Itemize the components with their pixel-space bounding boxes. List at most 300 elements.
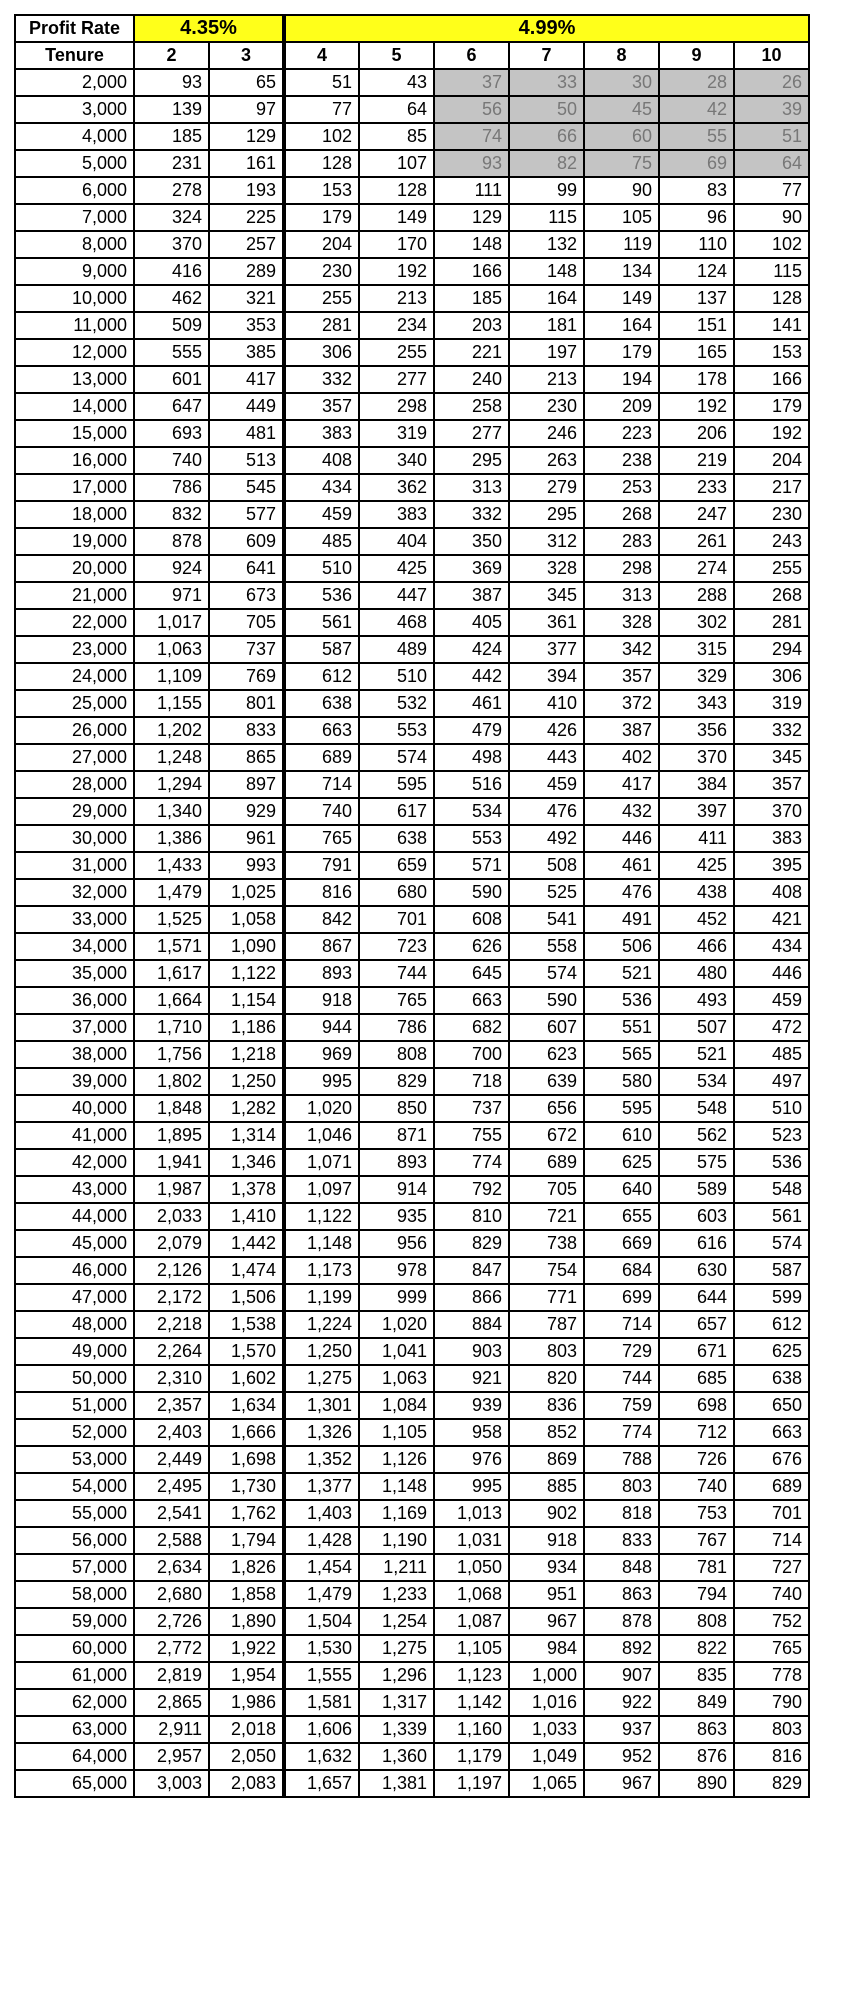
table-row: [15, 1230, 809, 1257]
amount-cell: 15,000: [15, 420, 134, 447]
installment-cell: 274: [659, 555, 734, 582]
table-row: [15, 1419, 809, 1446]
installment-cell: 2,403: [134, 1419, 209, 1446]
installment-cell: 185: [434, 285, 509, 312]
installment-cell: 553: [359, 717, 434, 744]
tenure-header-cell: 7: [509, 42, 584, 69]
installment-cell: 356: [659, 717, 734, 744]
installment-cell: 1,954: [209, 1662, 284, 1689]
installment-cell: 129: [209, 123, 284, 150]
installment-cell: 498: [434, 744, 509, 771]
amount-cell: 10,000: [15, 285, 134, 312]
installment-cell: 1,218: [209, 1041, 284, 1068]
amount-cell: 48,000: [15, 1311, 134, 1338]
installment-cell: 863: [659, 1716, 734, 1743]
installment-cell: 402: [584, 744, 659, 771]
installment-cell: 3,003: [134, 1770, 209, 1797]
installment-cell: 313: [434, 474, 509, 501]
installment-cell: 820: [509, 1365, 584, 1392]
installment-cell: 978: [359, 1257, 434, 1284]
installment-cell: 278: [134, 177, 209, 204]
installment-cell: 878: [134, 528, 209, 555]
tenure-label: Tenure: [15, 42, 134, 69]
installment-cell: 411: [659, 825, 734, 852]
installment-cell: 164: [584, 312, 659, 339]
installment-cell: 387: [584, 717, 659, 744]
installment-cell: 863: [584, 1581, 659, 1608]
installment-cell: 485: [284, 528, 359, 555]
installment-cell: 1,381: [359, 1770, 434, 1797]
installment-cell: 774: [434, 1149, 509, 1176]
installment-cell: 1,352: [284, 1446, 359, 1473]
installment-cell: 192: [359, 258, 434, 285]
installment-cell: 1,339: [359, 1716, 434, 1743]
installment-cell: 434: [284, 474, 359, 501]
table-row: [15, 1014, 809, 1041]
installment-cell: 119: [584, 231, 659, 258]
tenure-header-cell: 6: [434, 42, 509, 69]
installment-cell: 778: [734, 1662, 809, 1689]
installment-cell: 849: [659, 1689, 734, 1716]
amount-cell: 27,000: [15, 744, 134, 771]
table-row: [15, 339, 809, 366]
installment-cell: 306: [734, 663, 809, 690]
installment-cell: 510: [359, 663, 434, 690]
installment-cell: 676: [734, 1446, 809, 1473]
installment-cell: 417: [584, 771, 659, 798]
installment-cell: 803: [734, 1716, 809, 1743]
amount-cell: 50,000: [15, 1365, 134, 1392]
installment-cell: 1,987: [134, 1176, 209, 1203]
amount-cell: 3,000: [15, 96, 134, 123]
installment-cell: 865: [209, 744, 284, 771]
table-row: [15, 123, 809, 150]
installment-cell: 765: [284, 825, 359, 852]
installment-cell: 788: [584, 1446, 659, 1473]
installment-cell: 698: [659, 1392, 734, 1419]
installment-cell: 51: [284, 69, 359, 96]
installment-cell: 1,169: [359, 1500, 434, 1527]
installment-cell: 848: [584, 1554, 659, 1581]
installment-cell: 595: [584, 1095, 659, 1122]
installment-cell: 85: [359, 123, 434, 150]
installment-cell: 340: [359, 447, 434, 474]
amount-cell: 7,000: [15, 204, 134, 231]
installment-cell: 277: [359, 366, 434, 393]
installment-cell: 255: [734, 555, 809, 582]
installment-cell: 574: [359, 744, 434, 771]
amount-cell: 51,000: [15, 1392, 134, 1419]
installment-cell: 1,301: [284, 1392, 359, 1419]
amount-cell: 43,000: [15, 1176, 134, 1203]
installment-cell: 240: [434, 366, 509, 393]
installment-cell: 217: [734, 474, 809, 501]
installment-cell: 476: [509, 798, 584, 825]
installment-cell: 2,172: [134, 1284, 209, 1311]
installment-cell: 534: [659, 1068, 734, 1095]
installment-cell: 64: [359, 96, 434, 123]
table-row: [15, 1662, 809, 1689]
table-row: [15, 852, 809, 879]
table-row: [15, 1068, 809, 1095]
installment-cell: 432: [584, 798, 659, 825]
installment-cell: 1,762: [209, 1500, 284, 1527]
installment-cell: 897: [209, 771, 284, 798]
installment-cell: 149: [584, 285, 659, 312]
installment-cell: 878: [584, 1608, 659, 1635]
installment-cell: 124: [659, 258, 734, 285]
installment-cell: 737: [209, 636, 284, 663]
installment-cell: 1,033: [509, 1716, 584, 1743]
installment-cell: 491: [584, 906, 659, 933]
installment-cell: 616: [659, 1230, 734, 1257]
table-row: [15, 366, 809, 393]
installment-cell: 555: [134, 339, 209, 366]
installment-cell: 608: [434, 906, 509, 933]
installment-cell: 295: [434, 447, 509, 474]
installment-cell: 97: [209, 96, 284, 123]
installment-cell: 446: [734, 960, 809, 987]
amount-cell: 56,000: [15, 1527, 134, 1554]
installment-cell: 421: [734, 906, 809, 933]
installment-cell: 794: [659, 1581, 734, 1608]
installment-cell: 132: [509, 231, 584, 258]
installment-cell: 410: [509, 690, 584, 717]
table-row: [15, 663, 809, 690]
installment-cell: 1,254: [359, 1608, 434, 1635]
installment-cell: 1,794: [209, 1527, 284, 1554]
amount-cell: 16,000: [15, 447, 134, 474]
installment-cell: 663: [284, 717, 359, 744]
installment-cell: 771: [509, 1284, 584, 1311]
installment-cell: 867: [284, 933, 359, 960]
amount-cell: 31,000: [15, 852, 134, 879]
installment-cell: 50: [509, 96, 584, 123]
installment-cell: 178: [659, 366, 734, 393]
installment-cell: 738: [509, 1230, 584, 1257]
tenure-header-cell: 2: [134, 42, 209, 69]
installment-cell: 999: [359, 1284, 434, 1311]
installment-cell: 369: [434, 555, 509, 582]
installment-cell: 404: [359, 528, 434, 555]
amount-cell: 49,000: [15, 1338, 134, 1365]
installment-cell: 822: [659, 1635, 734, 1662]
installment-cell: 630: [659, 1257, 734, 1284]
installment-cell: 790: [734, 1689, 809, 1716]
installment-cell: 2,819: [134, 1662, 209, 1689]
installment-cell: 345: [734, 744, 809, 771]
installment-cell: 1,105: [359, 1419, 434, 1446]
installment-cell: 726: [659, 1446, 734, 1473]
installment-cell: 1,433: [134, 852, 209, 879]
installment-cell: 701: [359, 906, 434, 933]
installment-cell: 255: [359, 339, 434, 366]
installment-cell: 607: [509, 1014, 584, 1041]
installment-cell: 833: [209, 717, 284, 744]
table-row: [15, 1203, 809, 1230]
installment-cell: 298: [584, 555, 659, 582]
installment-cell: 370: [659, 744, 734, 771]
installment-cell: 283: [584, 528, 659, 555]
installment-cell: 767: [659, 1527, 734, 1554]
table-row: [15, 1635, 809, 1662]
installment-cell: 74: [434, 123, 509, 150]
profit-rate-4-35: 4.35%: [134, 15, 284, 42]
installment-cell: 166: [434, 258, 509, 285]
amount-cell: 61,000: [15, 1662, 134, 1689]
installment-cell: 149: [359, 204, 434, 231]
installment-cell: 534: [434, 798, 509, 825]
installment-cell: 2,772: [134, 1635, 209, 1662]
installment-cell: 976: [434, 1446, 509, 1473]
table-row: [15, 96, 809, 123]
installment-cell: 321: [209, 285, 284, 312]
installment-cell: 1,403: [284, 1500, 359, 1527]
installment-cell: 45: [584, 96, 659, 123]
installment-cell: 246: [509, 420, 584, 447]
installment-cell: 312: [509, 528, 584, 555]
installment-cell: 884: [434, 1311, 509, 1338]
installment-cell: 295: [509, 501, 584, 528]
installment-cell: 370: [134, 231, 209, 258]
installment-cell: 243: [734, 528, 809, 555]
installment-cell: 1,730: [209, 1473, 284, 1500]
installment-cell: 75: [584, 150, 659, 177]
installment-cell: 462: [134, 285, 209, 312]
installment-cell: 263: [509, 447, 584, 474]
installment-cell: 90: [584, 177, 659, 204]
table-row: [15, 150, 809, 177]
installment-cell: 1,756: [134, 1041, 209, 1068]
table-row: [15, 798, 809, 825]
installment-cell: 907: [584, 1662, 659, 1689]
installment-cell: 1,506: [209, 1284, 284, 1311]
installment-cell: 343: [659, 690, 734, 717]
installment-cell: 929: [209, 798, 284, 825]
installment-cell: 644: [659, 1284, 734, 1311]
installment-cell: 289: [209, 258, 284, 285]
installment-cell: 255: [284, 285, 359, 312]
installment-cell: 443: [509, 744, 584, 771]
installment-cell: 28: [659, 69, 734, 96]
installment-cell: 1,248: [134, 744, 209, 771]
installment-cell: 1,197: [434, 1770, 509, 1797]
installment-cell: 536: [584, 987, 659, 1014]
installment-cell: 551: [584, 1014, 659, 1041]
installment-cell: 1,890: [209, 1608, 284, 1635]
installment-cell: 197: [509, 339, 584, 366]
installment-cell: 294: [734, 636, 809, 663]
installment-cell: 151: [659, 312, 734, 339]
installment-cell: 1,617: [134, 960, 209, 987]
installment-cell: 2,218: [134, 1311, 209, 1338]
installment-cell: 509: [134, 312, 209, 339]
amount-cell: 45,000: [15, 1230, 134, 1257]
installment-cell: 449: [209, 393, 284, 420]
installment-cell: 1,148: [359, 1473, 434, 1500]
installment-cell: 328: [509, 555, 584, 582]
installment-cell: 791: [284, 852, 359, 879]
installment-cell: 590: [509, 987, 584, 1014]
installment-cell: 137: [659, 285, 734, 312]
installment-cell: 587: [734, 1257, 809, 1284]
installment-cell: 893: [284, 960, 359, 987]
installment-cell: 561: [734, 1203, 809, 1230]
installment-cell: 179: [584, 339, 659, 366]
installment-cell: 836: [509, 1392, 584, 1419]
financing-rate-table: [14, 14, 810, 1798]
installment-cell: 55: [659, 123, 734, 150]
installment-cell: 408: [734, 879, 809, 906]
installment-cell: 234: [359, 312, 434, 339]
installment-cell: 206: [659, 420, 734, 447]
installment-cell: 370: [734, 798, 809, 825]
installment-cell: 319: [359, 420, 434, 447]
installment-cell: 956: [359, 1230, 434, 1257]
installment-cell: 1,634: [209, 1392, 284, 1419]
installment-cell: 447: [359, 582, 434, 609]
tenure-header-cell: 3: [209, 42, 284, 69]
installment-cell: 192: [659, 393, 734, 420]
installment-cell: 580: [584, 1068, 659, 1095]
installment-cell: 1,571: [134, 933, 209, 960]
installment-cell: 754: [509, 1257, 584, 1284]
installment-cell: 37: [434, 69, 509, 96]
installment-cell: 645: [434, 960, 509, 987]
installment-cell: 1,555: [284, 1662, 359, 1689]
installment-cell: 1,122: [284, 1203, 359, 1230]
amount-cell: 4,000: [15, 123, 134, 150]
tenure-header-cell: 8: [584, 42, 659, 69]
installment-cell: 1,941: [134, 1149, 209, 1176]
installment-cell: 442: [434, 663, 509, 690]
installment-cell: 669: [584, 1230, 659, 1257]
installment-cell: 405: [434, 609, 509, 636]
amount-cell: 24,000: [15, 663, 134, 690]
installment-cell: 33: [509, 69, 584, 96]
installment-cell: 2,033: [134, 1203, 209, 1230]
amount-cell: 55,000: [15, 1500, 134, 1527]
installment-cell: 792: [434, 1176, 509, 1203]
installment-cell: 66: [509, 123, 584, 150]
amount-cell: 13,000: [15, 366, 134, 393]
installment-cell: 623: [509, 1041, 584, 1068]
installment-cell: 832: [134, 501, 209, 528]
installment-cell: 353: [209, 312, 284, 339]
installment-cell: 480: [659, 960, 734, 987]
table-row: [15, 717, 809, 744]
installment-cell: 829: [359, 1068, 434, 1095]
installment-cell: 737: [434, 1095, 509, 1122]
installment-cell: 659: [359, 852, 434, 879]
installment-cell: 1,632: [284, 1743, 359, 1770]
amount-cell: 41,000: [15, 1122, 134, 1149]
installment-cell: 1,031: [434, 1527, 509, 1554]
installment-cell: 866: [434, 1284, 509, 1311]
installment-cell: 2,541: [134, 1500, 209, 1527]
installment-cell: 850: [359, 1095, 434, 1122]
installment-cell: 663: [734, 1419, 809, 1446]
installment-cell: 1,160: [434, 1716, 509, 1743]
installment-cell: 1,084: [359, 1392, 434, 1419]
table-row: [15, 1365, 809, 1392]
installment-cell: 497: [734, 1068, 809, 1095]
amount-cell: 8,000: [15, 231, 134, 258]
installment-cell: 1,428: [284, 1527, 359, 1554]
installment-cell: 744: [584, 1365, 659, 1392]
installment-cell: 590: [434, 879, 509, 906]
installment-cell: 510: [734, 1095, 809, 1122]
installment-cell: 718: [434, 1068, 509, 1095]
installment-cell: 324: [134, 204, 209, 231]
installment-cell: 185: [134, 123, 209, 150]
installment-cell: 134: [584, 258, 659, 285]
installment-cell: 434: [734, 933, 809, 960]
installment-cell: 1,377: [284, 1473, 359, 1500]
installment-cell: 1,530: [284, 1635, 359, 1662]
installment-cell: 647: [134, 393, 209, 420]
installment-cell: 231: [134, 150, 209, 177]
installment-cell: 939: [434, 1392, 509, 1419]
profit-rate-row: [15, 15, 809, 42]
amount-cell: 18,000: [15, 501, 134, 528]
installment-cell: 967: [584, 1770, 659, 1797]
installment-cell: 1,664: [134, 987, 209, 1014]
installment-cell: 277: [434, 420, 509, 447]
installment-cell: 416: [134, 258, 209, 285]
installment-cell: 268: [584, 501, 659, 528]
amount-cell: 19,000: [15, 528, 134, 555]
installment-cell: 281: [734, 609, 809, 636]
tenure-header-row: [15, 42, 809, 69]
installment-cell: 969: [284, 1041, 359, 1068]
installment-cell: 603: [659, 1203, 734, 1230]
installment-cell: 99: [509, 177, 584, 204]
installment-cell: 342: [584, 636, 659, 663]
installment-cell: 918: [509, 1527, 584, 1554]
installment-cell: 129: [434, 204, 509, 231]
amount-cell: 25,000: [15, 690, 134, 717]
table-row: [15, 1473, 809, 1500]
installment-cell: 565: [584, 1041, 659, 1068]
installment-cell: 128: [359, 177, 434, 204]
installment-cell: 165: [659, 339, 734, 366]
installment-cell: 1,282: [209, 1095, 284, 1122]
installment-cell: 816: [284, 879, 359, 906]
tenure-header-cell: 5: [359, 42, 434, 69]
installment-cell: 213: [359, 285, 434, 312]
installment-cell: 372: [584, 690, 659, 717]
table-row: [15, 1095, 809, 1122]
amount-cell: 35,000: [15, 960, 134, 987]
installment-cell: 395: [734, 852, 809, 879]
installment-cell: 562: [659, 1122, 734, 1149]
installment-cell: 221: [434, 339, 509, 366]
installment-cell: 164: [509, 285, 584, 312]
installment-cell: 876: [659, 1743, 734, 1770]
profit-rate-label: Profit Rate: [15, 15, 134, 42]
table-row: [15, 1770, 809, 1797]
installment-cell: 1,016: [509, 1689, 584, 1716]
installment-cell: 1,525: [134, 906, 209, 933]
installment-cell: 786: [134, 474, 209, 501]
installment-cell: 1,986: [209, 1689, 284, 1716]
installment-cell: 680: [359, 879, 434, 906]
installment-cell: 944: [284, 1014, 359, 1041]
installment-cell: 575: [659, 1149, 734, 1176]
installment-cell: 740: [734, 1581, 809, 1608]
installment-cell: 485: [734, 1041, 809, 1068]
